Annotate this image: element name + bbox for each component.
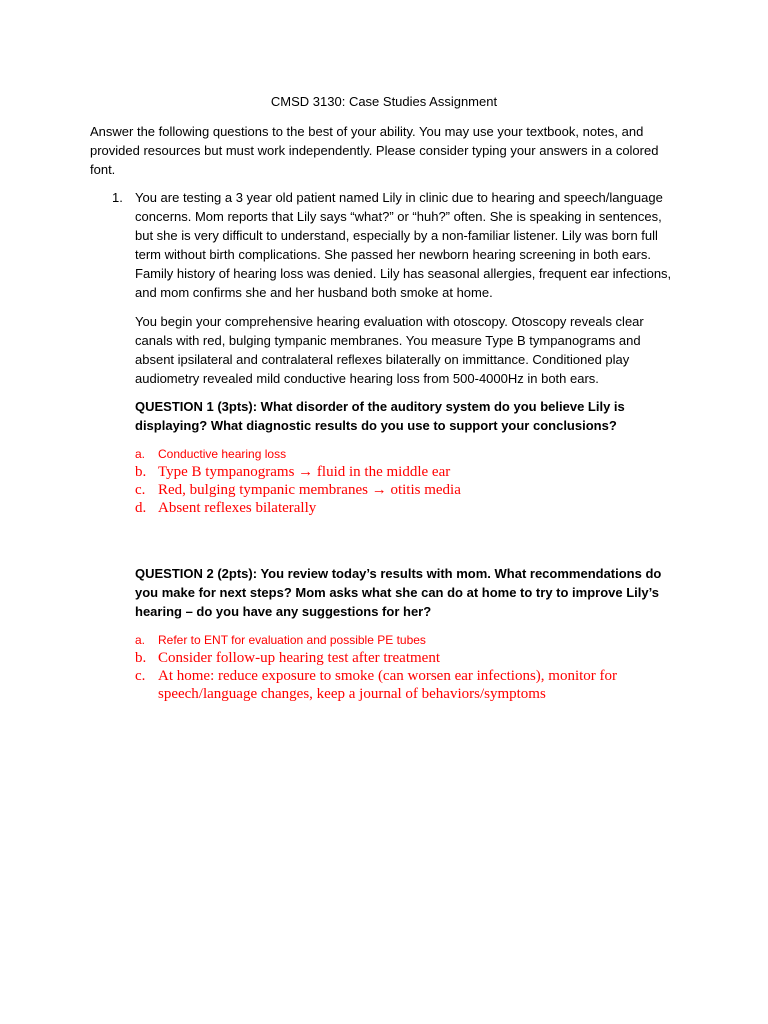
answer-marker: d.: [135, 500, 147, 516]
question-2-answers: [135, 631, 680, 703]
answer-marker: c.: [135, 482, 146, 498]
answer-marker: b.: [135, 650, 147, 666]
list-number: 1.: [112, 190, 123, 205]
answer-item: [135, 631, 680, 649]
evaluation-paragraph: You begin your comprehensive hearing evaluation with otoscopy. Otoscopy reveals clear canals with red, bulging tympanic membranes. You measure Type B tympanograms and absent ipsilateral and contralateral reflexes bilaterally on immittance. Conditioned play audiometry revealed mild conductive hearing loss from 500-4000Hz in both ears.: [135, 314, 644, 386]
answer-text: Consider follow-up hearing test after treatment: [158, 650, 440, 666]
question-2-block: [135, 564, 680, 621]
answer-text: Red, bulging tympanic membranes → otitis media: [158, 482, 461, 498]
answer-item: [135, 481, 680, 499]
answer-item: [135, 649, 680, 667]
answer-item: [135, 499, 680, 517]
answer-marker: c.: [135, 668, 146, 684]
question-2-text: QUESTION 2 (2pts): You review today’s results with mom. What recommendations do you make for next steps? Mom asks what she can do at home to try to improve Lily’s hearing – do you have any suggestions for her?: [135, 566, 662, 619]
answer-text: Absent reflexes bilaterally: [158, 500, 317, 516]
instructions-paragraph: Answer the following questions to the best of your ability. You may use your textbook, notes, and provided resources but must work independently. Please consider typing your answers in a colored font.: [90, 124, 659, 177]
answer-item: [135, 667, 680, 703]
answer-marker: b.: [135, 464, 147, 480]
case-description: [135, 188, 683, 398]
document-title: CMSD 3130: Case Studies Assignment: [270, 94, 498, 109]
case-history-paragraph: You are testing a 3 year old patient named Lily in clinic due to hearing and speech/language concerns. Mom reports that Lily says “what?” or “huh?” often. She is speaking in sentences, but she is very difficult to understand, especially by a non-familiar listener. Lily was born full term without birth complications. She passed her newborn hearing screening in both ears. Family history of hearing loss was denied. Lily has seasonal allergies, frequent ear infections, and mom confirms she and her husband both smoke at home.: [135, 190, 672, 300]
answer-text: Type B tympanograms → fluid in the middle ear: [158, 464, 451, 480]
answer-text: Conductive hearing loss: [158, 447, 287, 461]
question-1-text: QUESTION 1 (3pts): What disorder of the auditory system do you believe Lily is displaying? What diagnostic results do you use to support your conclusions?: [135, 399, 625, 433]
answer-marker: a.: [135, 633, 146, 647]
question-1-block: [135, 397, 680, 435]
answer-item: [135, 463, 680, 481]
answer-text: Refer to ENT for evaluation and possible PE tubes: [158, 633, 426, 647]
answer-text: At home: reduce exposure to smoke (can worsen ear infections), monitor for speech/language changes, keep a journal of behaviors/symptoms: [158, 668, 618, 702]
question-1-answers: [135, 445, 680, 517]
answer-item: [135, 445, 680, 463]
answer-marker: a.: [135, 447, 146, 461]
